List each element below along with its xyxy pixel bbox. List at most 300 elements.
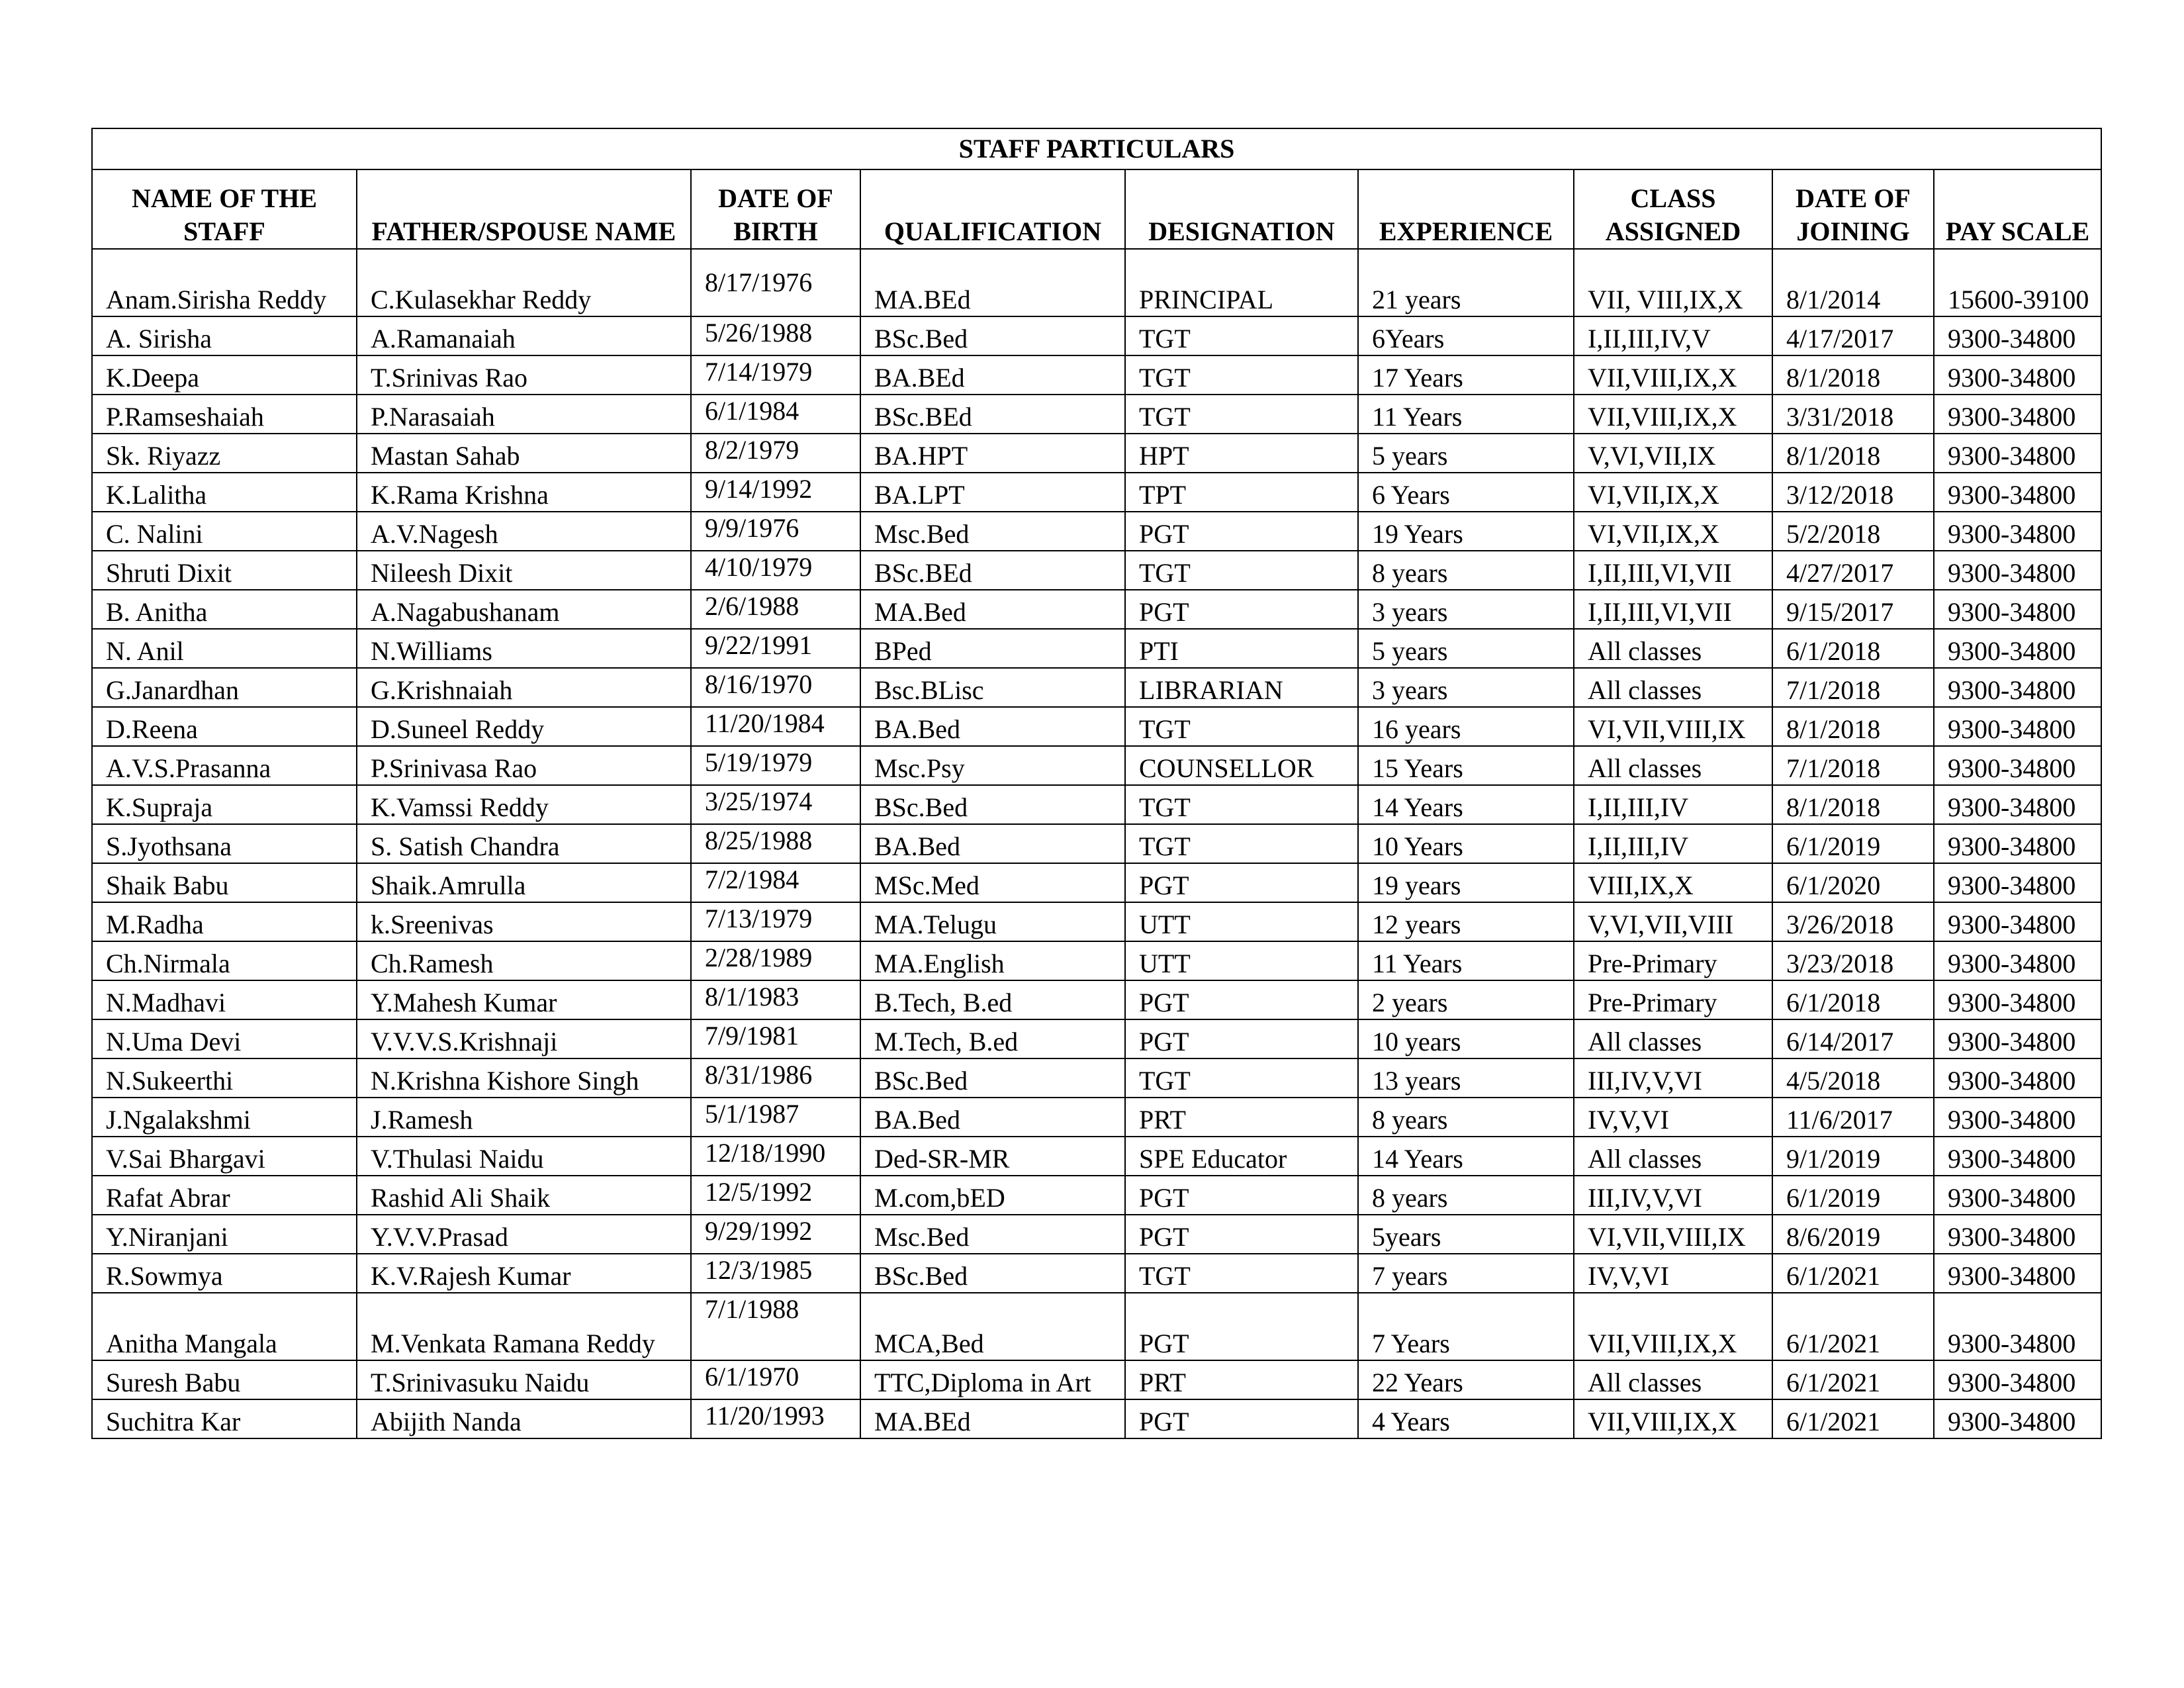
cell-experience: 7 years xyxy=(1358,1254,1574,1293)
cell-class-assigned: VII,VIII,IX,X xyxy=(1574,1399,1772,1438)
cell-date-of-birth: 3/25/1974 xyxy=(691,785,860,824)
cell-father-spouse-name: A.Ramanaiah xyxy=(357,316,691,355)
cell-experience: 8 years xyxy=(1358,1098,1574,1137)
cell-designation: HPT xyxy=(1125,434,1358,473)
cell-qualification: B.Tech, B.ed xyxy=(860,980,1125,1019)
cell-class-assigned: VII,VIII,IX,X xyxy=(1574,355,1772,395)
table-row xyxy=(92,1176,2101,1215)
cell-pay-scale: 9300-34800 xyxy=(1934,980,2101,1019)
table-row xyxy=(92,1360,2101,1399)
table-row xyxy=(92,941,2101,980)
table-row xyxy=(92,1098,2101,1137)
cell-father-spouse-name: k.Sreenivas xyxy=(357,902,691,941)
cell-date-of-birth: 11/20/1984 xyxy=(691,707,860,746)
cell-pay-scale: 9300-34800 xyxy=(1934,434,2101,473)
table-row xyxy=(92,785,2101,824)
cell-date-of-birth: 6/1/1970 xyxy=(691,1360,860,1399)
cell-pay-scale: 9300-34800 xyxy=(1934,941,2101,980)
cell-staff-name: N.Sukeerthi xyxy=(92,1058,357,1098)
cell-pay-scale: 9300-34800 xyxy=(1934,746,2101,785)
cell-qualification: BPed xyxy=(860,629,1125,668)
cell-date-of-joining: 3/23/2018 xyxy=(1772,941,1934,980)
cell-staff-name: Y.Niranjani xyxy=(92,1215,357,1254)
table-row xyxy=(92,746,2101,785)
cell-date-of-birth: 2/6/1988 xyxy=(691,590,860,629)
table-body xyxy=(92,249,2101,1438)
cell-date-of-birth: 2/28/1989 xyxy=(691,941,860,980)
cell-date-of-joining: 7/1/2018 xyxy=(1772,668,1934,707)
cell-class-assigned: All classes xyxy=(1574,1137,1772,1176)
cell-class-assigned: III,IV,V,VI xyxy=(1574,1176,1772,1215)
cell-staff-name: N.Uma Devi xyxy=(92,1019,357,1058)
cell-class-assigned: All classes xyxy=(1574,629,1772,668)
cell-pay-scale: 9300-34800 xyxy=(1934,590,2101,629)
cell-experience: 5 years xyxy=(1358,629,1574,668)
cell-experience: 5years xyxy=(1358,1215,1574,1254)
cell-staff-name: R.Sowmya xyxy=(92,1254,357,1293)
cell-designation: TGT xyxy=(1125,1254,1358,1293)
cell-date-of-joining: 6/1/2018 xyxy=(1772,980,1934,1019)
cell-designation: PTI xyxy=(1125,629,1358,668)
cell-designation: PGT xyxy=(1125,1176,1358,1215)
table-row xyxy=(92,1019,2101,1058)
cell-father-spouse-name: K.Rama Krishna xyxy=(357,473,691,512)
column-header-date-of-birth: DATE OF BIRTH xyxy=(691,169,860,249)
cell-staff-name: S.Jyothsana xyxy=(92,824,357,863)
cell-class-assigned: VI,VII,VIII,IX xyxy=(1574,1215,1772,1254)
cell-qualification: BSc.Bed xyxy=(860,785,1125,824)
cell-father-spouse-name: V.V.V.S.Krishnaji xyxy=(357,1019,691,1058)
cell-class-assigned: VII, VIII,IX,X xyxy=(1574,249,1772,316)
cell-pay-scale: 9300-34800 xyxy=(1934,707,2101,746)
cell-class-assigned: IV,V,VI xyxy=(1574,1254,1772,1293)
cell-date-of-birth: 4/10/1979 xyxy=(691,551,860,590)
cell-designation: PGT xyxy=(1125,1399,1358,1438)
table-row xyxy=(92,473,2101,512)
cell-class-assigned: V,VI,VII,VIII xyxy=(1574,902,1772,941)
table-row xyxy=(92,863,2101,902)
cell-designation: PGT xyxy=(1125,863,1358,902)
cell-class-assigned: VIII,IX,X xyxy=(1574,863,1772,902)
cell-experience: 22 Years xyxy=(1358,1360,1574,1399)
cell-date-of-birth: 9/9/1976 xyxy=(691,512,860,551)
cell-father-spouse-name: Shaik.Amrulla xyxy=(357,863,691,902)
table-row xyxy=(92,1058,2101,1098)
cell-pay-scale: 9300-34800 xyxy=(1934,473,2101,512)
cell-date-of-joining: 6/14/2017 xyxy=(1772,1019,1934,1058)
cell-father-spouse-name: P.Narasaiah xyxy=(357,395,691,434)
cell-date-of-birth: 9/14/1992 xyxy=(691,473,860,512)
cell-designation: TPT xyxy=(1125,473,1358,512)
cell-pay-scale: 9300-34800 xyxy=(1934,863,2101,902)
cell-date-of-joining: 9/1/2019 xyxy=(1772,1137,1934,1176)
cell-date-of-joining: 3/26/2018 xyxy=(1772,902,1934,941)
cell-qualification: M.com,bED xyxy=(860,1176,1125,1215)
cell-experience: 10 years xyxy=(1358,1019,1574,1058)
cell-pay-scale: 9300-34800 xyxy=(1934,1137,2101,1176)
table-row xyxy=(92,1215,2101,1254)
cell-date-of-birth: 8/16/1970 xyxy=(691,668,860,707)
table-title: STAFF PARTICULARS xyxy=(92,128,2101,169)
column-header-pay-scale: PAY SCALE xyxy=(1934,169,2101,249)
cell-date-of-birth: 6/1/1984 xyxy=(691,395,860,434)
table-row xyxy=(92,512,2101,551)
cell-qualification: BSc.BEd xyxy=(860,395,1125,434)
cell-pay-scale: 9300-34800 xyxy=(1934,1254,2101,1293)
cell-class-assigned: VII,VIII,IX,X xyxy=(1574,1293,1772,1360)
cell-date-of-birth: 8/31/1986 xyxy=(691,1058,860,1098)
cell-qualification: BA.Bed xyxy=(860,707,1125,746)
cell-father-spouse-name: Nileesh Dixit xyxy=(357,551,691,590)
cell-designation: LIBRARIAN xyxy=(1125,668,1358,707)
cell-experience: 7 Years xyxy=(1358,1293,1574,1360)
cell-date-of-birth: 5/1/1987 xyxy=(691,1098,860,1137)
table-row xyxy=(92,1137,2101,1176)
cell-staff-name: K.Deepa xyxy=(92,355,357,395)
cell-pay-scale: 9300-34800 xyxy=(1934,785,2101,824)
cell-class-assigned: VI,VII,VIII,IX xyxy=(1574,707,1772,746)
cell-pay-scale: 9300-34800 xyxy=(1934,355,2101,395)
cell-date-of-joining: 7/1/2018 xyxy=(1772,746,1934,785)
cell-father-spouse-name: Ch.Ramesh xyxy=(357,941,691,980)
cell-date-of-birth: 8/25/1988 xyxy=(691,824,860,863)
cell-staff-name: A. Sirisha xyxy=(92,316,357,355)
cell-staff-name: P.Ramseshaiah xyxy=(92,395,357,434)
header-row xyxy=(92,169,2101,249)
cell-qualification: BA.LPT xyxy=(860,473,1125,512)
cell-designation: PRT xyxy=(1125,1098,1358,1137)
cell-date-of-birth: 8/17/1976 xyxy=(691,249,860,316)
cell-qualification: MA.Telugu xyxy=(860,902,1125,941)
cell-date-of-birth: 12/18/1990 xyxy=(691,1137,860,1176)
cell-qualification: MA.BEd xyxy=(860,249,1125,316)
cell-qualification: MSc.Med xyxy=(860,863,1125,902)
cell-designation: PGT xyxy=(1125,512,1358,551)
cell-date-of-birth: 5/19/1979 xyxy=(691,746,860,785)
cell-father-spouse-name: P.Srinivasa Rao xyxy=(357,746,691,785)
cell-class-assigned: I,II,III,IV,V xyxy=(1574,316,1772,355)
cell-pay-scale: 9300-34800 xyxy=(1934,902,2101,941)
cell-class-assigned: VI,VII,IX,X xyxy=(1574,512,1772,551)
cell-father-spouse-name: Mastan Sahab xyxy=(357,434,691,473)
table-row xyxy=(92,629,2101,668)
table-row xyxy=(92,249,2101,316)
cell-date-of-birth: 7/9/1981 xyxy=(691,1019,860,1058)
cell-designation: TGT xyxy=(1125,1058,1358,1098)
cell-staff-name: Suchitra Kar xyxy=(92,1399,357,1438)
cell-father-spouse-name: Abijith Nanda xyxy=(357,1399,691,1438)
cell-experience: 10 Years xyxy=(1358,824,1574,863)
cell-staff-name: A.V.S.Prasanna xyxy=(92,746,357,785)
cell-date-of-birth: 7/2/1984 xyxy=(691,863,860,902)
cell-qualification: MA.English xyxy=(860,941,1125,980)
cell-date-of-joining: 6/1/2021 xyxy=(1772,1254,1934,1293)
cell-designation: PGT xyxy=(1125,590,1358,629)
cell-qualification: BSc.Bed xyxy=(860,1254,1125,1293)
cell-staff-name: B. Anitha xyxy=(92,590,357,629)
cell-staff-name: Shaik Babu xyxy=(92,863,357,902)
cell-date-of-joining: 8/1/2018 xyxy=(1772,434,1934,473)
cell-qualification: MA.Bed xyxy=(860,590,1125,629)
cell-pay-scale: 9300-34800 xyxy=(1934,1360,2101,1399)
cell-staff-name: M.Radha xyxy=(92,902,357,941)
cell-father-spouse-name: T.Srinivasuku Naidu xyxy=(357,1360,691,1399)
cell-qualification: MA.BEd xyxy=(860,1399,1125,1438)
cell-qualification: Ded-SR-MR xyxy=(860,1137,1125,1176)
cell-date-of-birth: 8/1/1983 xyxy=(691,980,860,1019)
cell-father-spouse-name: A.Nagabushanam xyxy=(357,590,691,629)
cell-experience: 6 Years xyxy=(1358,473,1574,512)
cell-staff-name: N.Madhavi xyxy=(92,980,357,1019)
table-row xyxy=(92,824,2101,863)
cell-class-assigned: I,II,III,VI,VII xyxy=(1574,551,1772,590)
table-row xyxy=(92,1293,2101,1360)
cell-date-of-joining: 4/17/2017 xyxy=(1772,316,1934,355)
cell-experience: 3 years xyxy=(1358,668,1574,707)
cell-date-of-joining: 8/6/2019 xyxy=(1772,1215,1934,1254)
cell-date-of-birth: 5/26/1988 xyxy=(691,316,860,355)
cell-staff-name: Sk. Riyazz xyxy=(92,434,357,473)
cell-staff-name: Shruti Dixit xyxy=(92,551,357,590)
cell-qualification: BSc.Bed xyxy=(860,316,1125,355)
cell-experience: 11 Years xyxy=(1358,941,1574,980)
table-row xyxy=(92,902,2101,941)
cell-designation: UTT xyxy=(1125,941,1358,980)
cell-father-spouse-name: S. Satish Chandra xyxy=(357,824,691,863)
cell-date-of-birth: 12/5/1992 xyxy=(691,1176,860,1215)
cell-father-spouse-name: N.Williams xyxy=(357,629,691,668)
cell-date-of-joining: 6/1/2020 xyxy=(1772,863,1934,902)
column-header-father-spouse-name: FATHER/SPOUSE NAME xyxy=(357,169,691,249)
cell-designation: TGT xyxy=(1125,785,1358,824)
column-header-qualification: QUALIFICATION xyxy=(860,169,1125,249)
cell-experience: 21 years xyxy=(1358,249,1574,316)
cell-designation: TGT xyxy=(1125,551,1358,590)
cell-qualification: Bsc.BLisc xyxy=(860,668,1125,707)
cell-class-assigned: All classes xyxy=(1574,668,1772,707)
cell-experience: 14 Years xyxy=(1358,1137,1574,1176)
table-row xyxy=(92,355,2101,395)
cell-class-assigned: I,II,III,IV xyxy=(1574,824,1772,863)
cell-pay-scale: 9300-34800 xyxy=(1934,316,2101,355)
cell-qualification: BA.Bed xyxy=(860,824,1125,863)
table-row xyxy=(92,434,2101,473)
cell-staff-name: N. Anil xyxy=(92,629,357,668)
cell-designation: PGT xyxy=(1125,1019,1358,1058)
cell-pay-scale: 9300-34800 xyxy=(1934,551,2101,590)
cell-experience: 5 years xyxy=(1358,434,1574,473)
column-header-class-assigned: CLASS ASSIGNED xyxy=(1574,169,1772,249)
table-row xyxy=(92,316,2101,355)
cell-pay-scale: 9300-34800 xyxy=(1934,1098,2101,1137)
cell-date-of-birth: 7/14/1979 xyxy=(691,355,860,395)
cell-pay-scale: 9300-34800 xyxy=(1934,395,2101,434)
cell-father-spouse-name: C.Kulasekhar Reddy xyxy=(357,249,691,316)
cell-date-of-joining: 3/12/2018 xyxy=(1772,473,1934,512)
cell-father-spouse-name: G.Krishnaiah xyxy=(357,668,691,707)
cell-class-assigned: All classes xyxy=(1574,746,1772,785)
table-row xyxy=(92,551,2101,590)
title-row xyxy=(92,128,2101,169)
cell-designation: PGT xyxy=(1125,1293,1358,1360)
cell-father-spouse-name: Rashid Ali Shaik xyxy=(357,1176,691,1215)
cell-date-of-birth: 8/2/1979 xyxy=(691,434,860,473)
cell-experience: 3 years xyxy=(1358,590,1574,629)
cell-designation: TGT xyxy=(1125,707,1358,746)
cell-father-spouse-name: K.V.Rajesh Kumar xyxy=(357,1254,691,1293)
cell-pay-scale: 9300-34800 xyxy=(1934,1293,2101,1360)
cell-father-spouse-name: N.Krishna Kishore Singh xyxy=(357,1058,691,1098)
cell-experience: 11 Years xyxy=(1358,395,1574,434)
cell-designation: TGT xyxy=(1125,355,1358,395)
cell-staff-name: Anam.Sirisha Reddy xyxy=(92,249,357,316)
cell-qualification: MCA,Bed xyxy=(860,1293,1125,1360)
cell-experience: 16 years xyxy=(1358,707,1574,746)
cell-date-of-joining: 4/5/2018 xyxy=(1772,1058,1934,1098)
table-row xyxy=(92,1254,2101,1293)
cell-father-spouse-name: Y.Mahesh Kumar xyxy=(357,980,691,1019)
cell-qualification: BA.HPT xyxy=(860,434,1125,473)
cell-qualification: Msc.Bed xyxy=(860,512,1125,551)
table-row xyxy=(92,668,2101,707)
cell-date-of-joining: 4/27/2017 xyxy=(1772,551,1934,590)
table-row xyxy=(92,980,2101,1019)
cell-experience: 13 years xyxy=(1358,1058,1574,1098)
cell-father-spouse-name: A.V.Nagesh xyxy=(357,512,691,551)
cell-class-assigned: Pre-Primary xyxy=(1574,980,1772,1019)
cell-experience: 19 years xyxy=(1358,863,1574,902)
cell-class-assigned: IV,V,VI xyxy=(1574,1098,1772,1137)
cell-class-assigned: VI,VII,IX,X xyxy=(1574,473,1772,512)
cell-staff-name: Suresh Babu xyxy=(92,1360,357,1399)
cell-father-spouse-name: D.Suneel Reddy xyxy=(357,707,691,746)
table-row xyxy=(92,590,2101,629)
column-header-experience: EXPERIENCE xyxy=(1358,169,1574,249)
cell-staff-name: Ch.Nirmala xyxy=(92,941,357,980)
cell-date-of-joining: 6/1/2021 xyxy=(1772,1360,1934,1399)
cell-date-of-birth: 7/13/1979 xyxy=(691,902,860,941)
cell-pay-scale: 9300-34800 xyxy=(1934,1058,2101,1098)
cell-staff-name: K.Lalitha xyxy=(92,473,357,512)
cell-date-of-birth: 9/22/1991 xyxy=(691,629,860,668)
cell-date-of-joining: 3/31/2018 xyxy=(1772,395,1934,434)
cell-date-of-birth: 11/20/1993 xyxy=(691,1399,860,1438)
cell-date-of-joining: 6/1/2021 xyxy=(1772,1293,1934,1360)
cell-date-of-joining: 11/6/2017 xyxy=(1772,1098,1934,1137)
cell-qualification: BSc.BEd xyxy=(860,551,1125,590)
cell-experience: 8 years xyxy=(1358,1176,1574,1215)
cell-experience: 2 years xyxy=(1358,980,1574,1019)
cell-staff-name: J.Ngalakshmi xyxy=(92,1098,357,1137)
cell-date-of-joining: 6/1/2018 xyxy=(1772,629,1934,668)
cell-experience: 8 years xyxy=(1358,551,1574,590)
column-header-designation: DESIGNATION xyxy=(1125,169,1358,249)
table-row xyxy=(92,1399,2101,1438)
cell-date-of-birth: 9/29/1992 xyxy=(691,1215,860,1254)
cell-class-assigned: All classes xyxy=(1574,1019,1772,1058)
cell-class-assigned: III,IV,V,VI xyxy=(1574,1058,1772,1098)
cell-designation: TGT xyxy=(1125,316,1358,355)
cell-date-of-joining: 8/1/2014 xyxy=(1772,249,1934,316)
cell-date-of-joining: 6/1/2021 xyxy=(1772,1399,1934,1438)
cell-father-spouse-name: Y.V.V.Prasad xyxy=(357,1215,691,1254)
cell-qualification: TTC,Diploma in Art xyxy=(860,1360,1125,1399)
cell-class-assigned: I,II,III,IV xyxy=(1574,785,1772,824)
cell-designation: SPE Educator xyxy=(1125,1137,1358,1176)
cell-designation: PRINCIPAL xyxy=(1125,249,1358,316)
cell-date-of-joining: 8/1/2018 xyxy=(1772,785,1934,824)
cell-qualification: BA.BEd xyxy=(860,355,1125,395)
cell-father-spouse-name: M.Venkata Ramana Reddy xyxy=(357,1293,691,1360)
cell-father-spouse-name: T.Srinivas Rao xyxy=(357,355,691,395)
cell-staff-name: V.Sai Bhargavi xyxy=(92,1137,357,1176)
cell-pay-scale: 9300-34800 xyxy=(1934,824,2101,863)
cell-class-assigned: Pre-Primary xyxy=(1574,941,1772,980)
cell-qualification: Msc.Bed xyxy=(860,1215,1125,1254)
cell-father-spouse-name: J.Ramesh xyxy=(357,1098,691,1137)
cell-class-assigned: V,VI,VII,IX xyxy=(1574,434,1772,473)
cell-date-of-joining: 6/1/2019 xyxy=(1772,1176,1934,1215)
cell-experience: 19 Years xyxy=(1358,512,1574,551)
cell-experience: 6Years xyxy=(1358,316,1574,355)
cell-date-of-birth: 7/1/1988 xyxy=(691,1293,860,1360)
cell-pay-scale: 9300-34800 xyxy=(1934,1399,2101,1438)
column-header-date-of-joining: DATE OF JOINING xyxy=(1772,169,1934,249)
cell-designation: PGT xyxy=(1125,980,1358,1019)
cell-pay-scale: 15600-39100 xyxy=(1934,249,2101,316)
cell-designation: TGT xyxy=(1125,395,1358,434)
cell-designation: PRT xyxy=(1125,1360,1358,1399)
cell-staff-name: K.Supraja xyxy=(92,785,357,824)
cell-staff-name: C. Nalini xyxy=(92,512,357,551)
cell-date-of-birth: 12/3/1985 xyxy=(691,1254,860,1293)
cell-date-of-joining: 6/1/2019 xyxy=(1772,824,1934,863)
cell-staff-name: Anitha Mangala xyxy=(92,1293,357,1360)
table-row xyxy=(92,707,2101,746)
cell-pay-scale: 9300-34800 xyxy=(1934,1215,2101,1254)
cell-pay-scale: 9300-34800 xyxy=(1934,629,2101,668)
cell-pay-scale: 9300-34800 xyxy=(1934,1019,2101,1058)
cell-class-assigned: VII,VIII,IX,X xyxy=(1574,395,1772,434)
cell-class-assigned: I,II,III,VI,VII xyxy=(1574,590,1772,629)
cell-designation: TGT xyxy=(1125,824,1358,863)
cell-father-spouse-name: K.Vamssi Reddy xyxy=(357,785,691,824)
cell-qualification: M.Tech, B.ed xyxy=(860,1019,1125,1058)
cell-experience: 15 Years xyxy=(1358,746,1574,785)
cell-staff-name: D.Reena xyxy=(92,707,357,746)
column-header-staff-name: NAME OF THE STAFF xyxy=(92,169,357,249)
cell-father-spouse-name: V.Thulasi Naidu xyxy=(357,1137,691,1176)
cell-designation: UTT xyxy=(1125,902,1358,941)
cell-qualification: BA.Bed xyxy=(860,1098,1125,1137)
cell-staff-name: Rafat Abrar xyxy=(92,1176,357,1215)
cell-pay-scale: 9300-34800 xyxy=(1934,668,2101,707)
cell-qualification: Msc.Psy xyxy=(860,746,1125,785)
cell-designation: COUNSELLOR xyxy=(1125,746,1358,785)
cell-date-of-joining: 9/15/2017 xyxy=(1772,590,1934,629)
cell-class-assigned: All classes xyxy=(1574,1360,1772,1399)
cell-pay-scale: 9300-34800 xyxy=(1934,1176,2101,1215)
cell-qualification: BSc.Bed xyxy=(860,1058,1125,1098)
cell-date-of-joining: 8/1/2018 xyxy=(1772,707,1934,746)
cell-experience: 4 Years xyxy=(1358,1399,1574,1438)
cell-pay-scale: 9300-34800 xyxy=(1934,512,2101,551)
cell-date-of-joining: 5/2/2018 xyxy=(1772,512,1934,551)
cell-experience: 17 Years xyxy=(1358,355,1574,395)
table-row xyxy=(92,395,2101,434)
staff-particulars-table xyxy=(91,128,2102,1439)
cell-date-of-joining: 8/1/2018 xyxy=(1772,355,1934,395)
